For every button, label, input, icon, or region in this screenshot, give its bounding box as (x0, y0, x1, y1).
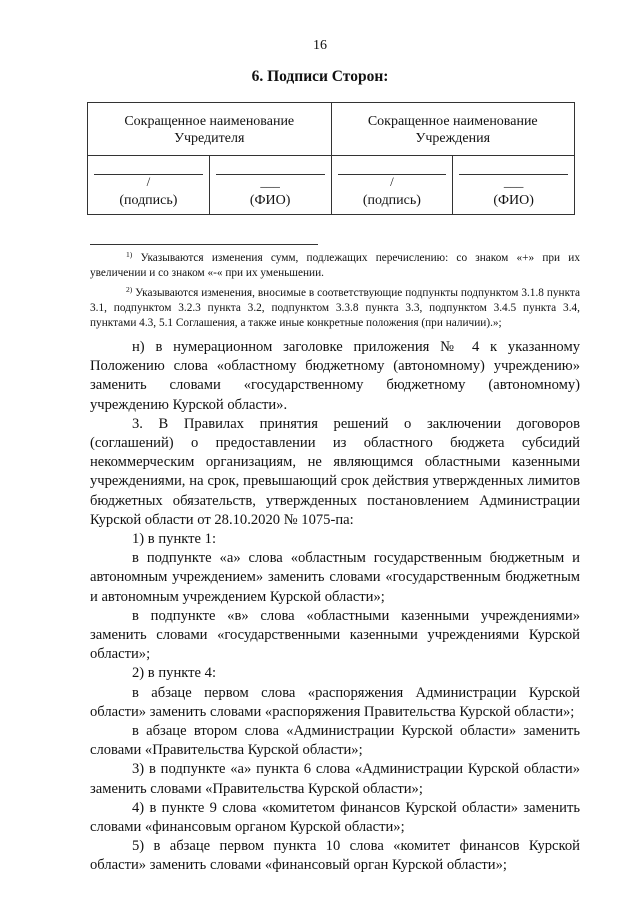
paragraph: н) в нумерационном заголовке приложения № 4 к указанному Положению слова «областному бюджетному (автономному) учреждению» заменить словами «государственному бюджетному (автономному) учреждению Курской области». (90, 339, 580, 413)
footnote-separator (90, 244, 318, 245)
signature-table-header-row (88, 103, 575, 156)
paragraph: в абзаце первом слова «распоряжения Администрации Курской области» заменить словами «распоряжения Правительства Курской области»; (90, 684, 580, 720)
name-caption: (ФИО) (493, 193, 534, 208)
footnote-text: Указываются изменения сумм, подлежащих перечислению: со знаком «+» при их увеличении и со знаком «-« при их уменьшении. (90, 252, 580, 280)
signature-caption: (подпись) (119, 193, 178, 208)
footnote-2 (90, 282, 580, 332)
section-title: 6. Подписи Сторон: (251, 68, 389, 85)
paragraph: 3) в подпункте «а» пункта 6 слова «Администрации Курской области» заменить словами «Правительства Курской области»; (90, 761, 580, 797)
footnote-1 (90, 247, 580, 282)
body-text (90, 338, 580, 876)
paragraph: в абзаце втором слова «Администрации Курской области» заменить словами «Правительства Курской области»; (90, 723, 580, 759)
footnote-mark: 2) (126, 284, 133, 294)
footnote-text: Указываются изменения, вносимые в соответствующие подпункты подпунктом 3.1.8 пункта 3.1, подпунктом 3.2.3 пункта 3.2, подпунктом 3.3.8 пункта 3.3, подпунктом 3.4.5 пункта 3.4, пунктами 4.3, 5.1 Соглашения, а также иные конкретные положения (при наличии).»; (90, 286, 580, 330)
paragraph: в подпункте «а» слова «областным государственным бюджетным и автономным учреждением» заменить словами «государственным бюджетным и автономным учреждением Курской области»; (90, 550, 580, 605)
dash-mark: ___ (503, 174, 524, 189)
footnote-mark: 1) (126, 250, 133, 259)
paragraph: 4) в пункте 9 слова «комитетом финансов Курской области» заменить словами «финансовым органом Курской области»; (90, 799, 580, 836)
paragraph: 2) в пункте 4: (132, 665, 217, 682)
signature-table (87, 102, 575, 215)
paragraph: 5) в абзаце первом пункта 10 слова «комитет финансов Курской области» заменить словами «финансовый орган Курской области»; (90, 838, 580, 874)
signature-caption: (подпись) (362, 193, 421, 208)
header-institution: Сокращенное наименование Учреждения (331, 103, 575, 156)
slash-mark: / (146, 174, 151, 189)
dash-mark: ___ (260, 174, 280, 189)
slash-mark: / (390, 174, 394, 189)
signature-table-row (88, 156, 575, 215)
institution-signature-cell (331, 156, 453, 215)
paragraph: 3. В Правилах принятия решений о заключении договоров (соглашений) о предоставлении из областного бюджета субсидий некоммерческим организациям, не являющимся областными казенными учреждениями, на срок, превышающий срок действия утвержденных лимитов бюджетных обязательств, утвержденных постановлением Администрации Курской области от 28.10.2020 № 1075-па: (90, 415, 580, 528)
founder-name-cell (209, 156, 331, 215)
paragraph: в подпункте «в» слова «областными казенными учреждениями» заменить словами «государственными казенными учреждениями Курской области»; (90, 607, 580, 663)
name-caption: (ФИО) (249, 193, 291, 208)
page-number: 16 (313, 38, 327, 53)
founder-signature-cell (88, 156, 210, 215)
institution-name-cell (453, 156, 575, 215)
header-founder: Сокращенное наименование Учредителя (88, 103, 332, 156)
paragraph: 1) в пункте 1: (132, 531, 217, 548)
footnotes (90, 247, 580, 331)
